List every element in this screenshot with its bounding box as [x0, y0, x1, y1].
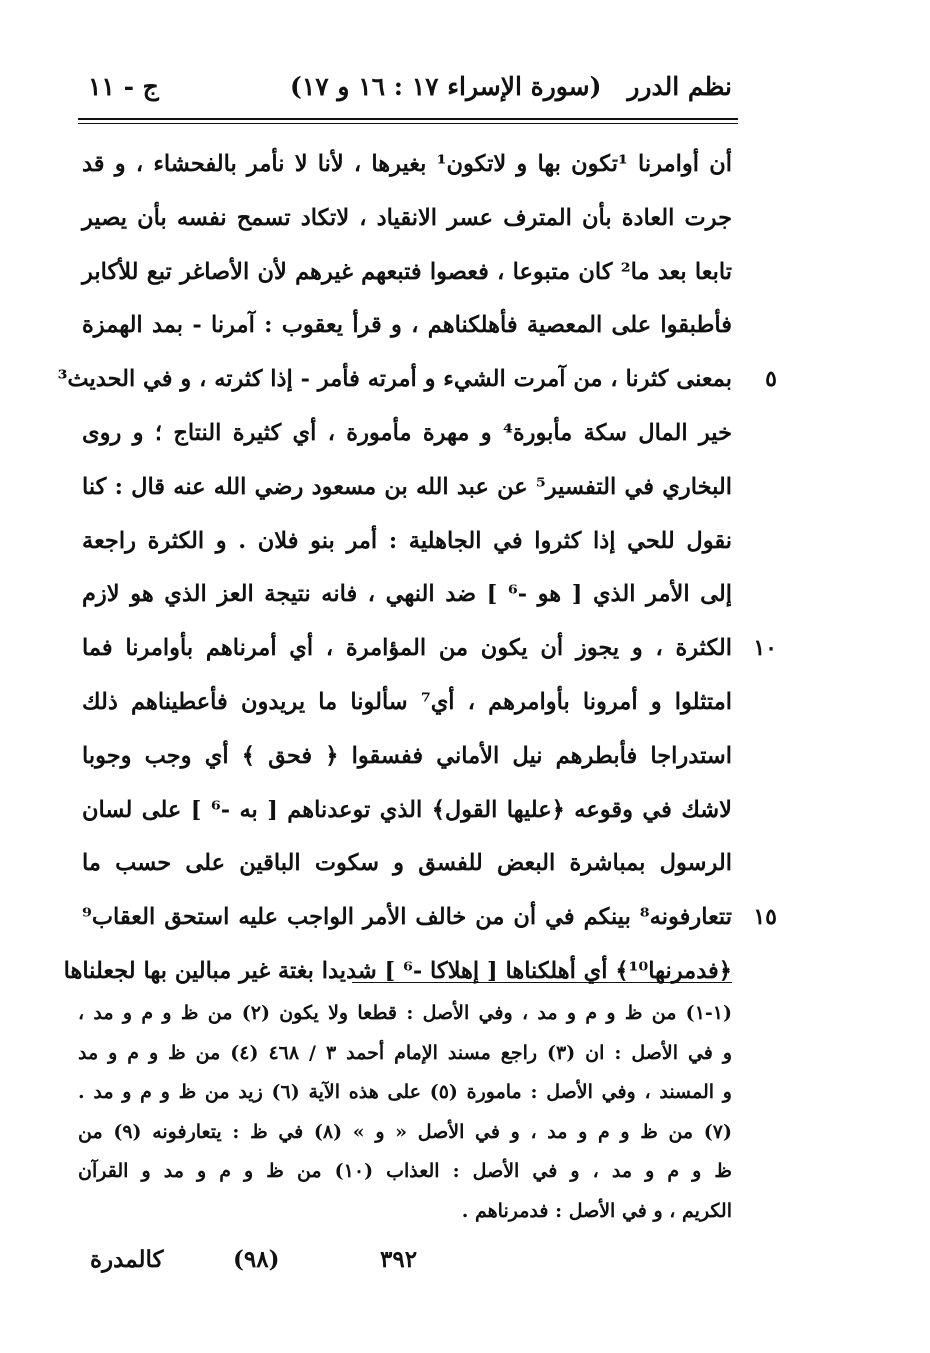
text-line: امتثلوا و أمرونا بأوامرهم ، أي⁷ سألونا ما يريدون فأعطيناهم ذلك	[82, 688, 732, 715]
text-line: البخاري في التفسير⁵ عن عبد الله بن مسعود رضي الله عنه قال : كنا	[82, 473, 732, 500]
text-line: الرسول بمباشرة البعض للفسق و سكوت الباقين على حسب ما	[82, 850, 732, 877]
text-line: نقول للحي إذا كثروا في الجاهلية : أمر بنو فلان . و الكثرة راجعة	[82, 527, 732, 554]
text-line: فأطبقوا على المعصية فأهلكناهم ، و قرأ يعقوب : آمرنا - بمد الهمزة	[82, 312, 732, 339]
text-line: خير المال سكة مأبورة⁴ و مهرة مأمورة ، أي كثيرة النتاج ؛ و روى	[82, 419, 733, 446]
footnote-line: و المسند ، وفي الأصل : مامورة (٥) على هذه الآية (٦) زيد من ظ و م و مد .	[78, 1081, 732, 1103]
footnote-line: (٧) من ظ و م و مد ، و في الأصل « و » (٨) في ظ : يتعارفونه (٩) من	[78, 1120, 732, 1143]
text-line: لاشك في وقوعه ﴿عليها القول﴾ الذي توعدناهم [ به -⁶ ] على لسان	[82, 796, 732, 823]
footnote-line: الكريم ، و في الأصل : فدمرناهم .	[461, 1199, 732, 1222]
page-footer	[90, 1246, 730, 1286]
sheet-number: (٩٨)	[233, 1246, 280, 1273]
text-line: تتعارفونه⁸ بينكم في أن من خالف الأمر الواجب عليه استحق العقاب⁹	[82, 904, 732, 931]
line-number: ٥	[765, 366, 777, 393]
text-line: استدراجا فأبطرهم نيل الأماني ففسقوا ﴿ فحق ﴾ أي وجب وجوبا	[82, 742, 732, 769]
line-number: ١٠	[753, 635, 777, 662]
text-line: ﴿فدمرنها¹⁰﴾ أي أهلكناها [ إهلاكا -⁶ ] شديدا بغتة غير مبالين بها لجعلناها	[63, 957, 732, 984]
main-text	[57, 138, 777, 999]
volume-label: ج - ١١	[88, 72, 159, 101]
footnote-separator	[352, 982, 732, 983]
page-number: ٣٩٢	[380, 1246, 418, 1273]
header-rule-thick	[78, 118, 738, 120]
text-line: بمعنى كثرنا ، من آمرت الشيء و أمرته فأمر - إذا كثرته ، و في الحديث³	[57, 366, 732, 393]
header-rule-thin	[78, 123, 738, 124]
surah-reference: (سورة الإسراء ١٧ : ١٦ و ١٧)	[290, 72, 602, 101]
footnote-line: (١-١) من ظ و م و مد ، وفي الأصل : قطعا ولا يكون (٢) من ظ و م و مد ،	[78, 1002, 733, 1024]
footnote-line: و في الأصل : ان (٣) راجع مسند الإمام أحمد ٣ / ٤٦٨ (٤) من ظ و م و مد	[78, 1041, 733, 1064]
text-line: إلى الأمر الذي [ هو -⁶ ] ضد النهي ، فانه نتيجة العز الذي هو لازم	[82, 581, 733, 608]
text-line: الكثرة ، و يجوز أن يكون من المؤامرة ، أي أمرناهم بأوامرنا فما	[82, 635, 732, 662]
text-line: جرت العادة بأن المترف عسر الانقياد ، لاتكاد تسمح نفسه بأن يصير	[82, 204, 732, 231]
signature-mark: كالمدرة	[90, 1246, 164, 1273]
footnotes	[78, 994, 732, 1231]
text-line: أن أوامرنا ¹تكون بها و لاتكون¹ بغيرها ، لأنا لا نأمر بالفحشاء ، و قد	[82, 151, 732, 177]
text-line: تابعا بعد ما² كان متبوعا ، فعصوا فتبعهم غيرهم لأن الأصاغر تبع للأكابر	[82, 258, 732, 285]
footnote-line: ظ و م و مد ، و في الأصل : العذاب (١٠) من ظ و م و مد و القرآن	[78, 1160, 732, 1182]
running-header	[80, 68, 732, 108]
book-title: نظم الدرر	[627, 72, 732, 101]
line-number: ١٥	[753, 904, 777, 931]
